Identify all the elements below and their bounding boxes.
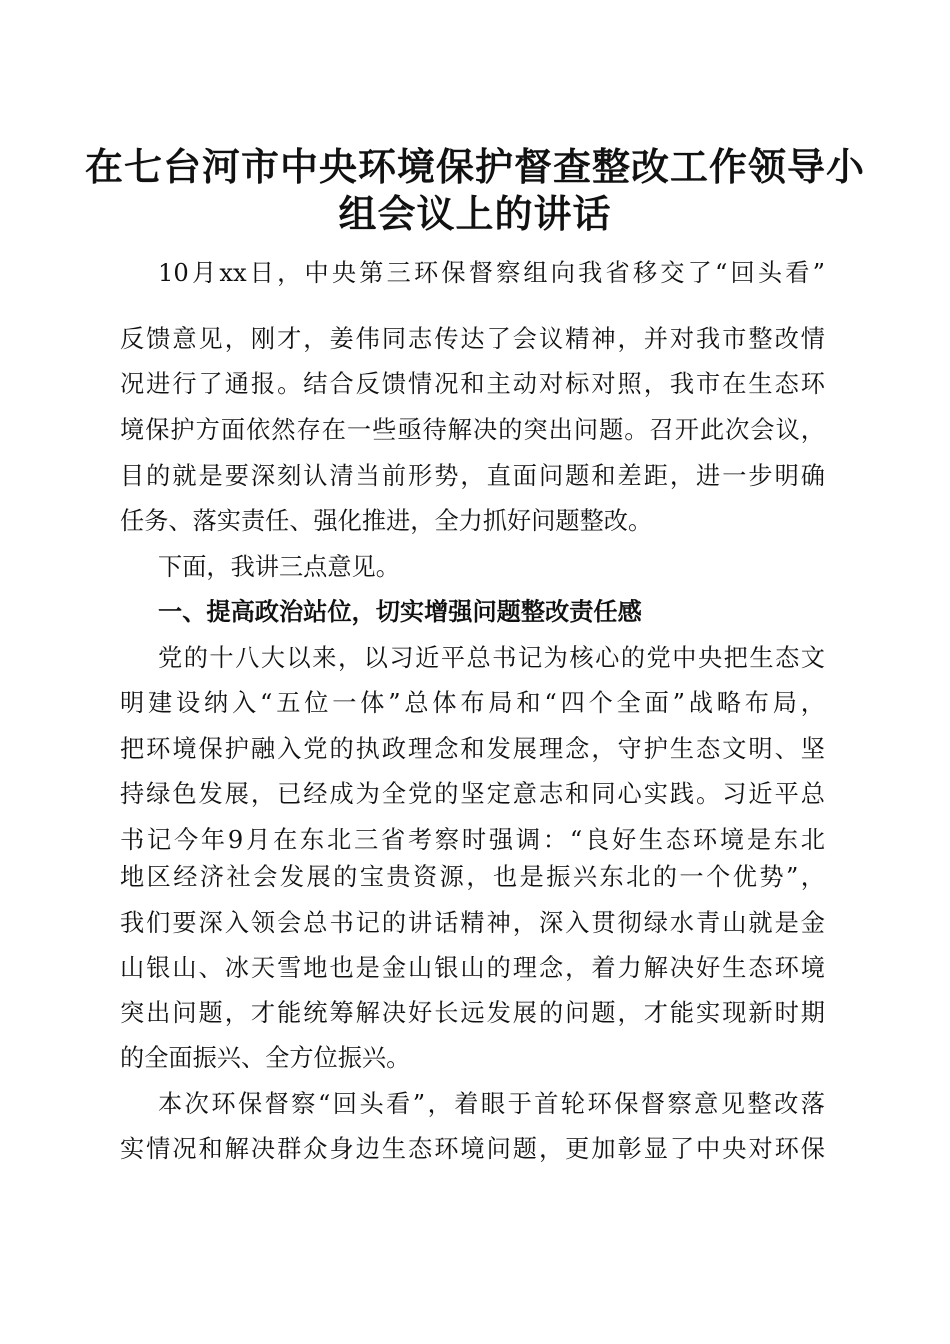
paragraph-3-line-9: 突出问题，才能统筹解决好长远发展的问题，才能实现新时期	[120, 999, 825, 1027]
paragraph-3-line-6: 地区经济社会发展的宝贵资源，也是振兴东北的一个优势”，	[120, 863, 825, 891]
paragraph-3-line-5: 书记今年9月在东北三省考察时强调：“良好生态环境是东北	[120, 826, 825, 854]
section-1-heading: 一、提高政治站位，切实增强问题整改责任感	[158, 598, 642, 626]
paragraph-3-line-7: 我们要深入领会总书记的讲话精神，深入贯彻绿水青山就是金	[120, 909, 825, 937]
paragraph-1-line-4: 境保护方面依然存在一些亟待解决的突出问题。召开此次会议，	[120, 416, 825, 444]
paragraph-3-line-1: 党的十八大以来，以习近平总书记为核心的党中央把生态文	[158, 644, 825, 672]
paragraph-3-line-2: 明建设纳入“五位一体”总体布局和“四个全面”战略布局，	[120, 689, 825, 717]
paragraph-1-line-1: 10月xx日，中央第三环保督察组向我省移交了“回头看”	[158, 259, 825, 287]
document-title-line-1: 在七台河市中央环境保护督查整改工作领导小	[84, 144, 865, 189]
paragraph-3-line-8: 山银山、冰天雪地也是金山银山的理念，着力解决好生态环境	[120, 954, 825, 982]
document-title-line-2: 组会议上的讲话	[338, 191, 612, 236]
paragraph-1-line-5: 目的就是要深刻认清当前形势，直面问题和差距，进一步明确	[120, 462, 825, 490]
paragraph-4-line-2: 实情况和解决群众身边生态环境问题，更加彰显了中央对环保	[120, 1135, 825, 1163]
paragraph-4-line-1: 本次环保督察“回头看”，着眼于首轮环保督察意见整改落	[158, 1090, 825, 1118]
paragraph-1-line-3: 况进行了通报。结合反馈情况和主动对标对照，我市在生态环	[120, 370, 825, 398]
paragraph-2-line-1: 下面，我讲三点意见。	[158, 553, 400, 581]
paragraph-1-line-6: 任务、落实责任、强化推进，全力抓好问题整改。	[120, 507, 653, 535]
paragraph-3-line-4: 持绿色发展，已经成为全党的坚定意志和同心实践。习近平总	[120, 780, 825, 808]
paragraph-3-line-3: 把环境保护融入党的执政理念和发展理念，守护生态文明、坚	[120, 735, 825, 763]
paragraph-1-line-2: 反馈意见，刚才，姜伟同志传达了会议精神，并对我市整改情	[120, 325, 825, 353]
paragraph-3-line-10: 的全面振兴、全方位振兴。	[120, 1044, 411, 1072]
